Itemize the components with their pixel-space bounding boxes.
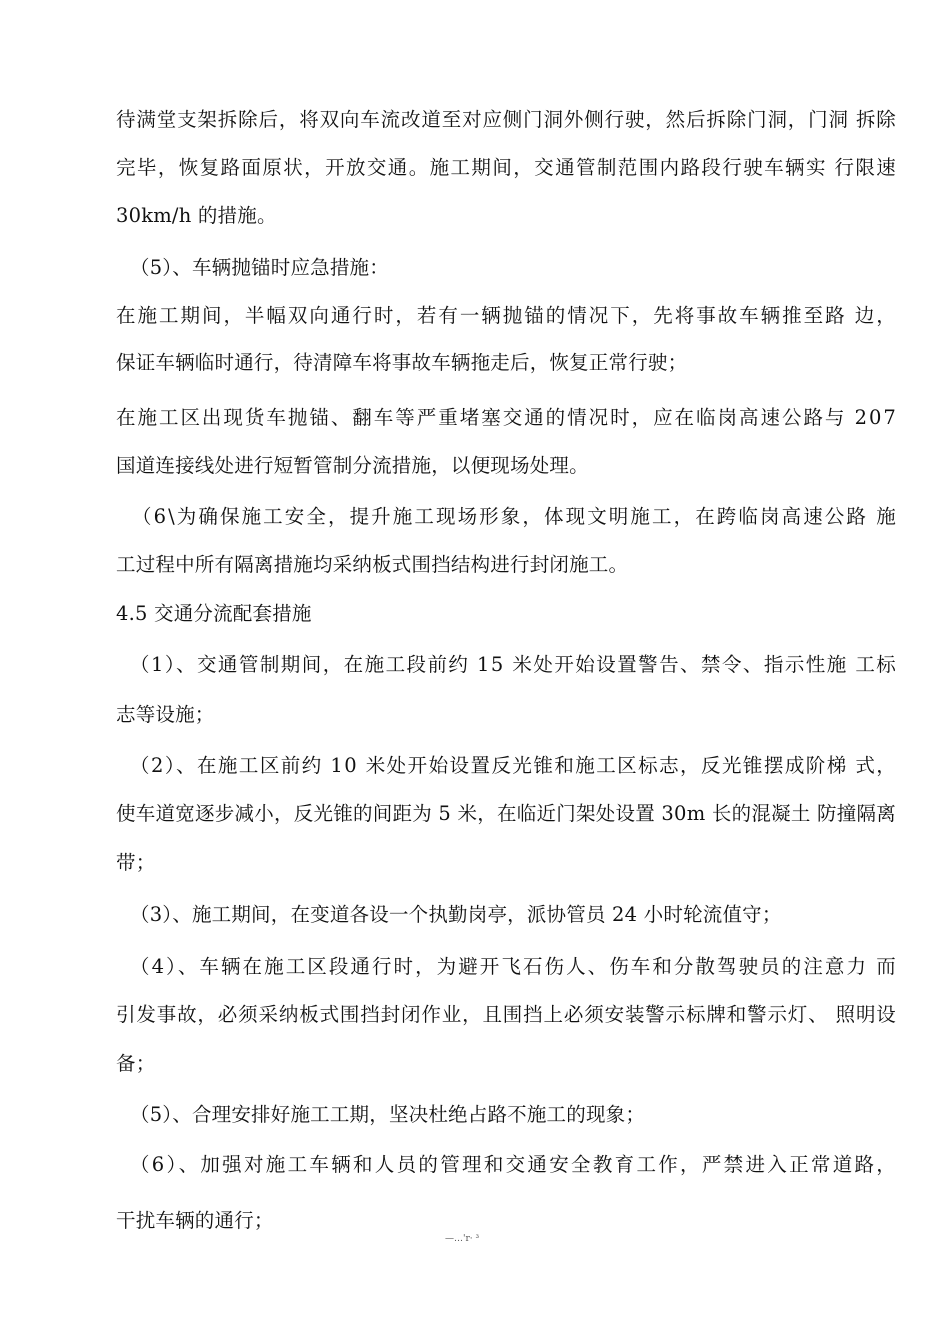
text-line-6: 保证车辆临时通行，待清障车将事故车辆拖走后，恢复正常行驶； [116,351,688,374]
text-line-12: （1）、交通管制期间，在施工段前约 15 米处开始设置警告、禁令、指示性施 工标 [130,653,898,676]
text-line-3: 30km/h 的措施。 [116,204,277,227]
text-line-15: 使车道宽逐步减小，反光锥的间距为 5 米，在临近门架处设置 30m 长的混凝土 防撞隔离 [116,802,897,825]
text-line-1: 待满堂支架拆除后，将双向车流改道至对应侧门洞外侧行驶，然后拆除门洞，门洞 拆除 [116,108,897,131]
text-line-7: 在施工区出现货车抛锚、翻车等严重堵塞交通的情况时，应在临岗高速公路与 207 [116,406,898,429]
text-line-5: 在施工期间，半幅双向通行时，若有一辆抛锚的情况下，先将事故车辆推至路 边， [116,304,898,327]
text-line-13: 志等设施； [116,703,215,726]
text-line-10: 工过程中所有隔离措施均采纳板式围挡结构进行封闭施工。 [116,553,629,576]
text-line-19: 引发事故，必须采纳板式围挡封闭作业，且围挡上必须安装警示标牌和警示灯、 照明设 [116,1003,897,1026]
text-line-20: 备； [116,1052,156,1075]
text-line-14: （2）、在施工区前约 10 米处开始设置反光锥和施工区标志，反光锥摆成阶梯 式， [130,754,898,777]
text-line-2: 完毕，恢复路面原状，开放交通。施工期间，交通管制范围内路段行驶车辆实 行限速 [116,156,898,179]
text-line-8: 国道连接线处进行短暂管制分流措施，以便现场处理。 [116,454,589,477]
text-line-18: （4）、车辆在施工区段通行时，为避开飞石伤人、伤车和分散驾驶员的注意力 而 [130,955,898,978]
text-line-21: （5）、合理安排好施工工期，坚决杜绝占路不施工的现象； [130,1103,646,1126]
text-line-22: （6）、加强对施工车辆和人员的管理和交通安全教育工作，严禁进入正常道路， [130,1153,899,1176]
page-footer-mark: —…'r· ³ [445,1234,480,1244]
text-line-23: 干扰车辆的通行； [116,1209,274,1232]
text-line-4: （5）、车辆抛锚时应急措施： [130,256,389,279]
section-heading: 4.5 交通分流配套措施 [116,602,312,625]
text-line-17: （3）、施工期间，在变道各设一个执勤岗亭，派协管员 24 小时轮流值守； [130,903,782,926]
text-line-9: （6\为确保施工安全，提升施工现场形象，体现文明施工，在跨临岗高速公路 施 [132,505,898,528]
text-line-16: 带； [116,851,156,874]
